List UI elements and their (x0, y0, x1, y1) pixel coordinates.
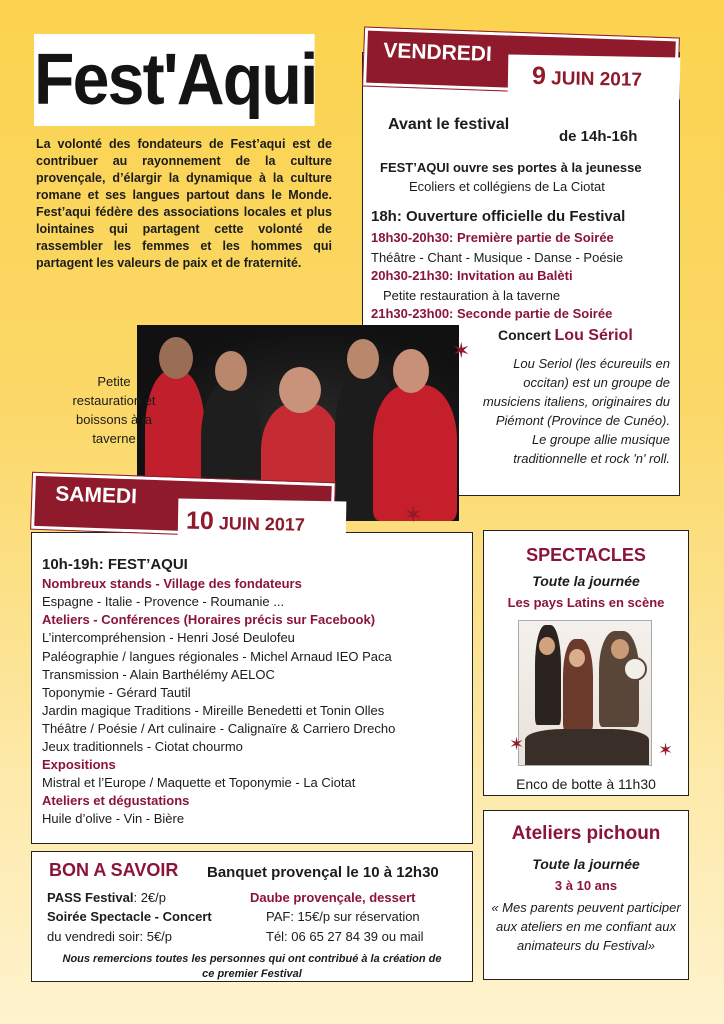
friday-ouverture: 18h: Ouverture officielle du Festival (371, 208, 626, 225)
saturday-date (178, 499, 347, 546)
ateliers-when: Toute la journée (532, 856, 640, 872)
saturday-program-line: Paléographie / langues régionales - Michel Arnaud IEO Paca (42, 648, 392, 664)
friday-theatre: Théâtre - Chant - Musique - Danse - Poésie (371, 250, 624, 265)
bon-soiree-when: du vendredi soir: 5€/p (47, 929, 173, 944)
bon-paf: PAF: 15€/p sur réservation (266, 909, 420, 924)
saturday-program-line: L’intercompréhension - Henri José Deulofeu (42, 630, 295, 646)
saturday-day-label: SAMEDI (54, 482, 138, 509)
star-decoration-icon: ✶ (452, 338, 471, 363)
saturday-program-line: Jardin magique Traditions - Mireille Benedetti et Tonin Olles (42, 702, 385, 718)
saturday-program-line: Ateliers - Conférences (Horaires précis sur Facebook) (42, 612, 376, 628)
star-decoration-icon: ✶ (404, 502, 423, 527)
saturday-program-line: Expositions (42, 757, 116, 773)
saturday-program-line: Transmission - Alain Barthélémy AELOC (42, 666, 275, 682)
pass-label: PASS Festival (47, 890, 134, 905)
star-decoration-icon: ✶ (509, 734, 525, 754)
friday-date-num: 9 (531, 61, 547, 91)
spectacles-title: SPECTACLES (526, 545, 646, 565)
ateliers-title: Ateliers pichoun (511, 823, 661, 844)
pass-price: : 2€/p (133, 890, 166, 905)
saturday-program-line: Huile d’olive - Vin - Bière (42, 811, 185, 827)
friday-avant: Avant le festival (388, 116, 510, 133)
friday-date (508, 55, 681, 100)
friday-jeunesse: FEST’AQUI ouvre ses portes à la jeunesse (380, 160, 642, 175)
saturday-program-line: Jeux traditionnels - Ciotat chourmo (42, 739, 243, 754)
saturday-program-line: 10h-19h: FEST’AQUI (42, 556, 188, 573)
saturday-program-line: Espagne - Italie - Provence - Roumanie ... (42, 594, 285, 610)
friday-premiere: 18h30-20h30: Première partie de Soirée (371, 230, 614, 245)
friday-invitation: 20h30-21h30: Invitation au Balèti (371, 268, 573, 283)
bon-title: BON A SAVOIR (49, 860, 179, 880)
saturday-date-num: 10 (185, 506, 215, 536)
friday-concert (498, 327, 633, 345)
ateliers-age: 3 à 10 ans (554, 878, 618, 893)
saturday-date-rest: JUIN 2017 (218, 513, 306, 535)
star-decoration-icon: ✶ (658, 740, 674, 760)
spectacles-caption: Enco de botte à 11h30 (516, 776, 656, 792)
friday-restauration: Petite restauration à la taverne (383, 288, 561, 303)
festival-title: Fest'Aqui (34, 34, 315, 126)
concert-label: Concert (498, 327, 551, 343)
bon-pass (47, 890, 166, 905)
saturday-program-line: Mistral et l’Europe / Maquette et Toponymie - La Ciotat (42, 775, 356, 791)
photo-caption: Petite restauration et boissons à la taverne (72, 374, 156, 446)
friday-avant-time: de 14h-16h (559, 128, 638, 145)
saturday-program-line: Théâtre / Poésie / Art culinaire - Calignaïre & Carriero Drecho (42, 720, 396, 736)
bon-thanks: Nous remercions toutes les personnes qui ont contribué à la création de ce premier Festival (62, 953, 442, 980)
concert-name: Lou Sériol (554, 327, 633, 344)
spectacles-subtitle: Les pays Latins en scène (507, 595, 665, 610)
bon-tel: Tél: 06 65 27 84 39 ou mail (266, 929, 424, 944)
friday-day-label: VENDREDI (382, 39, 493, 66)
saturday-program-line: Ateliers et dégustations (42, 793, 190, 809)
bon-soiree-label: Soirée Spectacle - Concert (47, 909, 212, 924)
concert-description: Lou Seriol (les écureuils en occitan) est un groupe de musiciens italiens, originaires du Piémont (Province de Cunéo). Le groupe allie musique traditionnelle et rock 'n' roll. (482, 356, 670, 466)
ateliers-quote: « Mes parents peuvent participer aux ateliers en me confiant aux animateurs du Festival» (491, 900, 681, 953)
saturday-program-line: Toponymie - Gérard Tautil (42, 684, 191, 700)
spectacles-when: Toute la journée (532, 573, 640, 589)
saturday-program-line: Nombreux stands - Village des fondateurs (42, 576, 302, 592)
intro-paragraph: La volonté des fondateurs de Fest’aqui est de contribuer au rayonnement de la culture provençale, d’élargir la dynamique à la culture romane et ses langues partout dans le Monde. Fest’aqui fédère des associations locales et plus lointaines qui partagent cette volonté de rassembler les femmes et les hommes qui partagent les valeurs de paix et de fraternité. (36, 137, 332, 270)
spectacles-photo (518, 620, 652, 766)
friday-ecoliers: Ecoliers et collégiens de La Ciotat (409, 179, 605, 194)
bon-banquet: Banquet provençal le 10 à 12h30 (207, 864, 439, 881)
bon-daube: Daube provençale, dessert (250, 890, 416, 905)
friday-date-rest: JUIN 2017 (550, 68, 643, 91)
friday-seconde: 21h30-23h00: Seconde partie de Soirée (371, 306, 613, 321)
